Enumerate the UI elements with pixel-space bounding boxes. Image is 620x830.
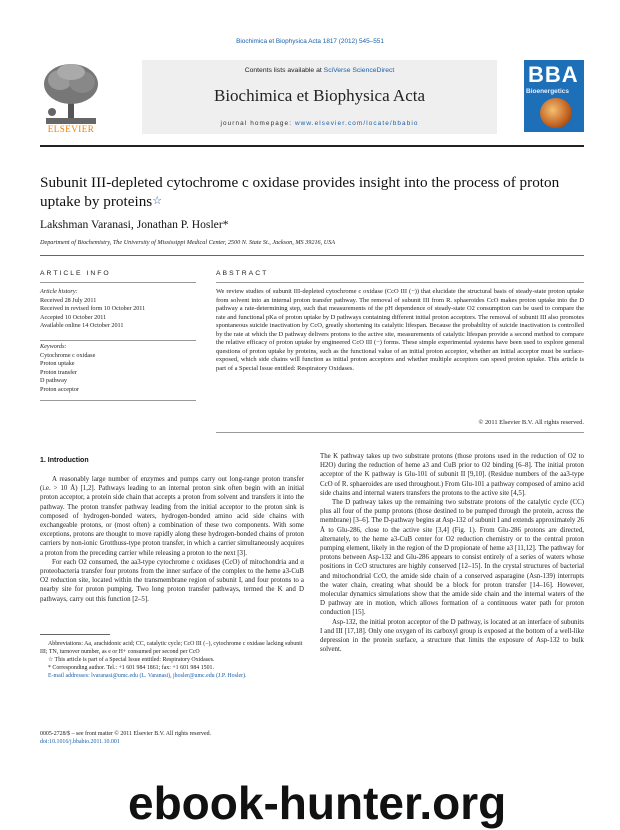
contents-line: Contents lists available at SciVerse ScienceDirect <box>244 67 395 74</box>
publisher-wordmark: ELSEVIER <box>47 124 95 134</box>
article-info-bottom-rule <box>40 400 196 401</box>
abstract-heading: ABSTRACT <box>216 270 269 277</box>
footnote: * Corresponding author. Tel.: +1 601 984 1861; fax: +1 601 984 1501. <box>48 665 214 671</box>
footnote-rule <box>40 634 110 635</box>
history-label: Article history: <box>40 288 78 295</box>
keywords-rule <box>40 340 196 341</box>
keywords <box>40 340 200 395</box>
body-paragraph: Asp-132, the initial proton acceptor of the D pathway, is located at an interface of subunits I and III [17,18]. Only one oxygen of its carboxyl group is exposed at the bottom of a well-like depression in the protein surface, a structure that limits the exposure of Asp-132 to bulk solvent. <box>320 618 584 654</box>
article-info-rule <box>40 282 196 283</box>
body-paragraph: The D pathway takes up the remaining two substrate protons of the catalytic cycle (CC) plus all four of the pump protons (those destined to be pumped through the protein, across the membrane) [3–6]. The D-pathway begins at Asp-132 of subunit I and extends approximately 26 Å to Glu-286, close to the active site [3,4] (Fig. 1). From Glu-286 protons are directed, alternately, to the heme a3-CuB center for O2 reduction chemistry or to the central proton pumping element, likely in the region of the D propionate of heme a3 [11,12]. The pathway for protons between Asp-132 and Glu-286 appears to consist entirely of a series of waters whose positions in CcO structures are highly conserved [12–15]. In the crystal structures of bacterial and mitochondrial CcO, the amide side chain of a conserved asparagine (Asn-139) interrupts the water chain, creating what should be a block for proton transfer [14–16]. However, molecular dynamics simulations show that the amide side chain and the internal waters of the D pathway are in motion, which allows formation of a continuous water path for proton conduction [15]. <box>320 499 584 617</box>
elsevier-tree-logo <box>40 62 102 126</box>
journal-masthead <box>40 60 584 136</box>
journal-homepage: journal homepage: www.elsevier.com/locate/bbabio <box>220 120 419 127</box>
keyword: Proton uptake <box>40 360 75 368</box>
keywords-label: Keywords: <box>40 343 67 350</box>
keyword: D pathway <box>40 377 67 385</box>
section-heading: 1. Introduction <box>40 457 89 464</box>
affiliation: Department of Biochemistry, The University of Mississippi Medical Center, 2500 N. State St., Jackson, MS 39216, USA <box>40 239 336 246</box>
body-paragraph: The K pathway takes up two substrate protons (those protons used in the reduction of O2 to H2O) during the reduction of heme a3 and CuB prior to O2 binding [6–8]. The initial proton acceptor of the K pathway is Glu-101 of subunit II [9,10]. (Residue numbers of the aa3-type CcO of R. sphaeroides are used throughout.) From Glu-101 a pathway composed of amino acid side chains and internal waters transfers the protons to the active site [4,5]. <box>320 453 584 497</box>
abstract-rule <box>216 282 584 283</box>
journal-banner <box>142 60 497 134</box>
body-paragraph: For each O2 consumed, the aa3-type cytochrome c oxidases (CcO) of mitochondria and α proteobacteria transfer four protons from the inner surface of the complex to the heme a3-CuB O2 reduction site, located within the transmembrane region of subunit I, and four protons to a nearby site for proton pumping. Two long proton transfer pathways, termed the K and D pathways, carry out this function [2–5]. <box>40 558 304 603</box>
keyword: Cytochrome c oxidase <box>40 351 96 359</box>
body-column-left <box>40 475 304 604</box>
history-item: Available online 14 October 2011 <box>40 322 124 330</box>
abstract-bottom-rule <box>216 432 584 433</box>
cover-title: BBA <box>528 62 579 87</box>
abstract-text: We review studies of subunit III-depleted cytochrome c oxidase (CcO III (−)) that elucidate the structural basis of steady-state proton uptake from solvent into an internal proton transfer pathway. The removal of subunit III from R. sphaeroides CcO makes proton uptake into the D pathway a rate-determining step, such that measurements of the pH dependence of steady-state O2 consumption can be used to compare the rate and functional pKa of proton uptake by D pathways containing different initial proton acceptors. The removal of subunit III also promotes spontaneous suicide inactivation by CcO, greatly shortening its catalytic lifespan. Because the probability of suicide inactivation is controlled by the rate at which the D pathway delivers protons to the active site, measurements of catalytic lifespan provide a second method to compare the relative efficacy of proton uptake by engineered CcO III (−) forms. These simple experimental systems have been used to explore general questions of proton uptake by proteins, such as the functional value of an initial proton acceptor, whether an initial acceptor must be surface-exposed, which side chains will function as initial proton acceptors and whether multiple acceptors can speed proton uptake. This article is part of a Special Issue entitled: Respiratory Oxidases. <box>216 288 584 372</box>
masthead-rule <box>40 145 584 147</box>
sciencedirect-link[interactable]: SciVerse ScienceDirect <box>323 67 395 74</box>
title-footnote-mark[interactable]: ☆ <box>152 195 163 207</box>
keyword: Proton acceptor <box>40 385 80 393</box>
issn-line: 0005-2728/$ – see front matter © 2011 Elsevier B.V. All rights reserved. <box>40 731 212 737</box>
header-rule <box>40 255 584 256</box>
body-paragraph: A reasonably large number of enzymes and pumps carry out long-range proton transfer (i.e. > 10 Å) [1,2]. Pathways leading to an internal proton sink often begin with an initial proton acceptor, a protein side chain that accepts a proton from solvent and transfers it into the pathway. The proton transfer pathway leading from the initial acceptor to the proton sink is composed of hydrogen-bonded waters, hydrogen-bonded amino acid side chains with exchangeable protons, or (most often) a combination of these two components. With some exceptions, protons are thought to move rapidly along these hydrogen-bonded chains of proton carriers by non-ionic Grotthuss-type proton transfer, in which a carrier simultaneously acquires a proton from the preceding carrier while releasing a proton to the next [3]. <box>40 476 304 557</box>
footnotes <box>40 640 304 680</box>
footnote: Abbreviations: Aa, arachidonic acid; CC, catalytic cycle; CcO III (−), cytochrome c oxidase lacking subunit III; TN, turnover number, as e or H+ consumed per second per CcO <box>40 641 303 655</box>
article-history <box>40 288 200 331</box>
history-item: Accepted 10 October 2011 <box>40 313 107 321</box>
history-item: Received in revised form 10 October 2011 <box>40 305 146 313</box>
article-title: Subunit III-depleted cytochrome c oxidase provides insight into the process of proton uptake by proteins☆ <box>40 174 560 210</box>
journal-name: Biochimica et Biophysica Acta <box>213 86 426 105</box>
history-item: Received 28 July 2011 <box>40 296 97 304</box>
cover-subtitle: Bioenergetics <box>526 88 569 95</box>
article-authors: Lakshman Varanasi, Jonathan P. Hosler* <box>40 218 229 231</box>
watermark: ebook-hunter.org <box>128 777 507 829</box>
cover-image <box>540 98 572 128</box>
article-info-heading: ARTICLE INFO <box>40 270 111 277</box>
journal-cover <box>524 60 584 132</box>
issn-block <box>40 730 304 746</box>
keyword: Proton transfer <box>40 368 77 376</box>
corresponding-mark[interactable]: * <box>222 218 229 231</box>
body-column-right <box>320 452 584 654</box>
footnote: ☆ This article is part of a Special Issue entitled: Respiratory Oxidases. <box>48 657 215 663</box>
footnote-email[interactable]: E-mail addresses: lvaranasi@umc.edu (L. Varanasi), jhosler@umc.edu (J.P. Hosler). <box>48 673 247 679</box>
homepage-link[interactable]: www.elsevier.com/locate/bbabio <box>294 120 419 127</box>
journal-citation[interactable]: Biochimica et Biophysica Acta 1817 (2012) 545–551 <box>236 38 384 45</box>
copyright: © 2011 Elsevier B.V. All rights reserved. <box>478 419 584 426</box>
doi-link[interactable]: doi:10.1016/j.bbabio.2011.10.001 <box>40 739 120 745</box>
